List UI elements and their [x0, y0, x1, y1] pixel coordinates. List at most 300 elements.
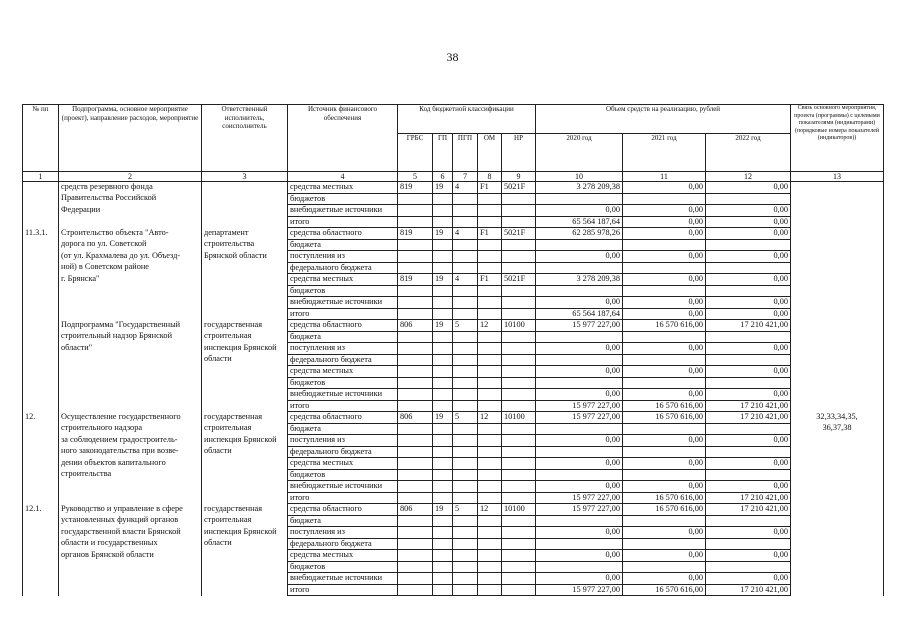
row-source: федерального бюджета: [288, 446, 398, 458]
row-code: [478, 550, 502, 562]
row-link: [791, 400, 884, 412]
row-value: 0,00: [623, 527, 706, 539]
row-value: 0,00: [706, 389, 791, 401]
column-index: 4: [288, 172, 398, 182]
row-value: 0,00: [536, 550, 623, 562]
row-executor: [202, 492, 288, 504]
row-value: 15 977 227,00: [536, 400, 623, 412]
table-row: [23, 584, 884, 596]
row-value: 3 278 209,38: [536, 274, 623, 286]
row-code: [398, 331, 433, 343]
row-value: 0,00: [623, 458, 706, 470]
row-number: [23, 561, 59, 573]
row-number: [23, 274, 59, 286]
row-executor: государственная: [202, 412, 288, 424]
row-value: 17 210 421,00: [706, 504, 791, 516]
row-code: [502, 550, 536, 562]
row-code: [433, 527, 453, 539]
row-source: итого: [288, 400, 398, 412]
table-row: [23, 285, 884, 297]
row-value: 0,00: [623, 205, 706, 217]
row-code: F1: [478, 228, 502, 240]
row-source: средства местных: [288, 366, 398, 378]
column-index: 6: [433, 172, 453, 182]
row-source: бюджетов: [288, 469, 398, 481]
row-value: [536, 262, 623, 274]
row-value: [706, 262, 791, 274]
row-name: [59, 308, 202, 320]
row-name: [59, 354, 202, 366]
row-link: [791, 354, 884, 366]
row-code: [502, 297, 536, 309]
header-year-1: 2021 год: [623, 134, 706, 172]
row-value: 0,00: [536, 205, 623, 217]
row-code: [453, 308, 478, 320]
row-value: [706, 423, 791, 435]
row-source: итого: [288, 492, 398, 504]
row-link: [791, 331, 884, 343]
row-executor: департамент: [202, 228, 288, 240]
row-code: [478, 435, 502, 447]
row-code: F1: [478, 182, 502, 194]
row-link: [791, 469, 884, 481]
row-executor: [202, 262, 288, 274]
row-link: [791, 481, 884, 493]
row-link: [791, 239, 884, 251]
row-link: [791, 446, 884, 458]
table-row: [23, 527, 884, 539]
row-code: [502, 308, 536, 320]
row-value: 0,00: [623, 366, 706, 378]
row-value: [536, 538, 623, 550]
row-code: [502, 262, 536, 274]
row-source: бюджетов: [288, 285, 398, 297]
table-row: [23, 504, 884, 516]
row-value: [706, 515, 791, 527]
row-code: [433, 285, 453, 297]
row-value: 0,00: [623, 389, 706, 401]
row-value: 0,00: [536, 343, 623, 355]
row-code: [433, 538, 453, 550]
row-value: 0,00: [706, 573, 791, 585]
row-code: [453, 527, 478, 539]
row-code: [433, 469, 453, 481]
row-code: [398, 538, 433, 550]
row-number: [23, 331, 59, 343]
row-link: [791, 492, 884, 504]
row-code: 4: [453, 228, 478, 240]
row-code: [478, 573, 502, 585]
row-code: [453, 400, 478, 412]
row-code: [453, 435, 478, 447]
row-link: [791, 216, 884, 228]
row-name: [59, 481, 202, 493]
row-code: [453, 389, 478, 401]
row-number: [23, 366, 59, 378]
row-executor: инспекция Брянской: [202, 527, 288, 539]
row-value: 0,00: [536, 366, 623, 378]
row-name: органов Брянской области: [59, 550, 202, 562]
row-executor: [202, 469, 288, 481]
table-row: [23, 481, 884, 493]
row-number: [23, 435, 59, 447]
row-code: [502, 285, 536, 297]
row-code: [478, 481, 502, 493]
table-row: [23, 320, 884, 332]
row-executor: [202, 389, 288, 401]
row-value: 0,00: [706, 251, 791, 263]
row-code: [433, 354, 453, 366]
row-code: [398, 343, 433, 355]
table-row: [23, 308, 884, 320]
row-code: [453, 193, 478, 205]
row-value: [706, 331, 791, 343]
row-value: 0,00: [623, 308, 706, 320]
header-code-4: НР: [502, 134, 536, 172]
row-code: [453, 331, 478, 343]
row-value: 15 977 227,00: [536, 412, 623, 424]
row-source: средства областного: [288, 412, 398, 424]
table-row: [23, 423, 884, 435]
row-link: [791, 515, 884, 527]
row-executor: области: [202, 354, 288, 366]
row-number: [23, 446, 59, 458]
row-code: [502, 366, 536, 378]
row-code: [478, 354, 502, 366]
table-row: [23, 492, 884, 504]
table-row: [23, 331, 884, 343]
row-code: [502, 469, 536, 481]
row-code: [502, 515, 536, 527]
row-code: 5021F: [502, 228, 536, 240]
row-code: [502, 216, 536, 228]
row-code: [478, 538, 502, 550]
table-row: [23, 274, 884, 286]
row-executor: строительная: [202, 331, 288, 343]
row-code: 4: [453, 274, 478, 286]
row-number: [23, 239, 59, 251]
table-row: [23, 343, 884, 355]
row-executor: области: [202, 446, 288, 458]
row-executor: [202, 458, 288, 470]
row-source: федерального бюджета: [288, 538, 398, 550]
row-value: 0,00: [536, 297, 623, 309]
row-executor: [202, 550, 288, 562]
row-name: ного законодательства при возве-: [59, 446, 202, 458]
row-code: [502, 561, 536, 573]
row-value: [623, 285, 706, 297]
row-code: [398, 469, 433, 481]
row-name: строительства: [59, 469, 202, 481]
row-number: [23, 492, 59, 504]
row-link: [791, 550, 884, 562]
row-value: 0,00: [706, 458, 791, 470]
row-name: строительный надзор Брянской: [59, 331, 202, 343]
row-code: [453, 239, 478, 251]
row-value: 65 564 187,64: [536, 308, 623, 320]
row-code: [433, 515, 453, 527]
row-source: средства областного: [288, 320, 398, 332]
row-code: [502, 377, 536, 389]
row-code: [453, 550, 478, 562]
row-value: [623, 538, 706, 550]
row-value: 0,00: [623, 343, 706, 355]
row-code: [478, 297, 502, 309]
table-row: [23, 389, 884, 401]
row-value: 0,00: [536, 389, 623, 401]
row-name: Правительства Российской: [59, 193, 202, 205]
row-value: 17 210 421,00: [706, 492, 791, 504]
row-code: [433, 343, 453, 355]
row-source: средства местных: [288, 550, 398, 562]
row-code: [433, 550, 453, 562]
header-code-2: ПГП: [453, 134, 478, 172]
row-name: [59, 492, 202, 504]
row-code: [433, 377, 453, 389]
header-code-0: ГРБС: [398, 134, 433, 172]
row-code: [478, 400, 502, 412]
header-volume: Объем средств на реализацию, рублей: [536, 105, 791, 134]
row-code: [478, 377, 502, 389]
row-value: [706, 285, 791, 297]
row-number: [23, 469, 59, 481]
row-source: бюджетов: [288, 193, 398, 205]
row-link: [791, 573, 884, 585]
row-code: [478, 584, 502, 596]
row-source: итого: [288, 216, 398, 228]
row-link: [791, 377, 884, 389]
row-value: [706, 446, 791, 458]
row-code: [398, 377, 433, 389]
row-source: внебюджетные источники: [288, 573, 398, 585]
row-executor: [202, 573, 288, 585]
row-code: [478, 216, 502, 228]
row-number: [23, 538, 59, 550]
row-name: дении объектов капитального: [59, 458, 202, 470]
row-link: [791, 308, 884, 320]
row-value: 0,00: [623, 550, 706, 562]
row-executor: строительная: [202, 423, 288, 435]
row-code: [398, 446, 433, 458]
row-value: 0,00: [536, 573, 623, 585]
table-row: [23, 216, 884, 228]
row-code: [433, 239, 453, 251]
row-source: поступления из: [288, 251, 398, 263]
row-number: [23, 343, 59, 355]
row-value: 0,00: [623, 435, 706, 447]
row-code: 5021F: [502, 274, 536, 286]
row-name: Строительство объекта "Авто-: [59, 228, 202, 240]
row-code: [453, 377, 478, 389]
row-executor: Брянской области: [202, 251, 288, 263]
row-executor: [202, 297, 288, 309]
row-code: [453, 354, 478, 366]
row-number: [23, 423, 59, 435]
row-link: [791, 366, 884, 378]
table-row: [23, 446, 884, 458]
row-code: [478, 458, 502, 470]
row-value: 0,00: [706, 308, 791, 320]
row-code: [453, 561, 478, 573]
header-code-3: ОМ: [478, 134, 502, 172]
row-code: 19: [433, 228, 453, 240]
row-source: итого: [288, 308, 398, 320]
row-value: 0,00: [623, 481, 706, 493]
row-value: 16 570 616,00: [623, 492, 706, 504]
row-name: [59, 285, 202, 297]
row-number: [23, 251, 59, 263]
row-name: [59, 400, 202, 412]
row-code: [478, 469, 502, 481]
column-index: 2: [59, 172, 202, 182]
row-value: 0,00: [706, 274, 791, 286]
row-name: [59, 573, 202, 585]
row-code: [398, 366, 433, 378]
row-link: [791, 182, 884, 194]
row-number: [23, 320, 59, 332]
row-code: [502, 538, 536, 550]
row-number: [23, 182, 59, 194]
row-value: 16 570 616,00: [623, 412, 706, 424]
row-code: [398, 262, 433, 274]
row-code: [453, 251, 478, 263]
row-code: [398, 297, 433, 309]
row-name: за соблюдением градостроитель-: [59, 435, 202, 447]
row-code: F1: [478, 274, 502, 286]
row-name: строительного надзора: [59, 423, 202, 435]
row-code: [398, 458, 433, 470]
table-row: [23, 469, 884, 481]
row-code: [453, 469, 478, 481]
row-code: [398, 584, 433, 596]
table-row: [23, 458, 884, 470]
row-code: [453, 573, 478, 585]
row-link: [791, 320, 884, 332]
row-executor: [202, 193, 288, 205]
row-code: 19: [433, 320, 453, 332]
row-value: 0,00: [706, 550, 791, 562]
row-value: 65 564 187,64: [536, 216, 623, 228]
row-value: 3 278 209,38: [536, 182, 623, 194]
row-code: [502, 193, 536, 205]
row-value: [536, 331, 623, 343]
row-value: [706, 193, 791, 205]
row-value: [706, 538, 791, 550]
row-number: [23, 458, 59, 470]
row-code: [478, 446, 502, 458]
row-code: [433, 262, 453, 274]
row-value: [536, 193, 623, 205]
row-code: [478, 492, 502, 504]
row-value: 17 210 421,00: [706, 584, 791, 596]
row-source: бюджетов: [288, 377, 398, 389]
row-name: [59, 561, 202, 573]
row-code: [453, 458, 478, 470]
row-value: 0,00: [706, 182, 791, 194]
row-value: [623, 354, 706, 366]
row-code: [398, 308, 433, 320]
row-code: [502, 251, 536, 263]
row-value: 0,00: [536, 527, 623, 539]
row-number: [23, 297, 59, 309]
row-code: [398, 239, 433, 251]
row-code: [478, 343, 502, 355]
row-number: [23, 354, 59, 366]
row-value: 0,00: [623, 274, 706, 286]
row-link: [791, 435, 884, 447]
row-code: 19: [433, 182, 453, 194]
table-row: [23, 561, 884, 573]
row-link: [791, 251, 884, 263]
row-executor: государственная: [202, 320, 288, 332]
row-value: 0,00: [623, 251, 706, 263]
table-row: [23, 400, 884, 412]
row-number: [23, 573, 59, 585]
header-year-0: 2020 год: [536, 134, 623, 172]
row-value: 0,00: [706, 527, 791, 539]
column-index: 11: [623, 172, 706, 182]
row-value: 16 570 616,00: [623, 504, 706, 516]
row-value: 0,00: [706, 435, 791, 447]
row-link: [791, 561, 884, 573]
table-row: [23, 515, 884, 527]
row-source: федерального бюджета: [288, 354, 398, 366]
row-code: [398, 400, 433, 412]
row-code: [433, 193, 453, 205]
row-code: [453, 297, 478, 309]
row-name: государственной власти Брянской: [59, 527, 202, 539]
row-code: [478, 308, 502, 320]
row-source: бюджета: [288, 239, 398, 251]
column-index: 7: [453, 172, 478, 182]
column-index: 12: [706, 172, 791, 182]
row-code: [478, 239, 502, 251]
row-name: Осуществление государственного: [59, 412, 202, 424]
row-number: 11.3.1.: [23, 228, 59, 240]
column-index: 10: [536, 172, 623, 182]
row-link: [791, 538, 884, 550]
row-code: [478, 331, 502, 343]
row-executor: [202, 366, 288, 378]
row-source: средства местных: [288, 458, 398, 470]
row-code: [433, 423, 453, 435]
row-source: бюджета: [288, 331, 398, 343]
row-code: [398, 561, 433, 573]
row-code: 5021F: [502, 182, 536, 194]
row-link: [791, 389, 884, 401]
header-budget-code: Код бюджетной классификации: [398, 105, 536, 134]
row-executor: инспекция Брянской: [202, 343, 288, 355]
row-value: 0,00: [623, 216, 706, 228]
row-name: (от ул. Крахмалева до ул. Объезд-: [59, 251, 202, 263]
row-value: [536, 377, 623, 389]
row-value: 62 285 978,26: [536, 228, 623, 240]
header-num: № пп: [23, 105, 59, 172]
row-code: [502, 527, 536, 539]
row-code: 5: [453, 412, 478, 424]
row-name: [59, 216, 202, 228]
row-name: [59, 377, 202, 389]
row-value: 0,00: [623, 228, 706, 240]
row-value: [623, 561, 706, 573]
row-executor: [202, 182, 288, 194]
row-code: [478, 527, 502, 539]
row-link: [791, 228, 884, 240]
row-executor: инспекция Брянской: [202, 435, 288, 447]
row-value: [623, 193, 706, 205]
row-code: [453, 538, 478, 550]
row-number: [23, 377, 59, 389]
